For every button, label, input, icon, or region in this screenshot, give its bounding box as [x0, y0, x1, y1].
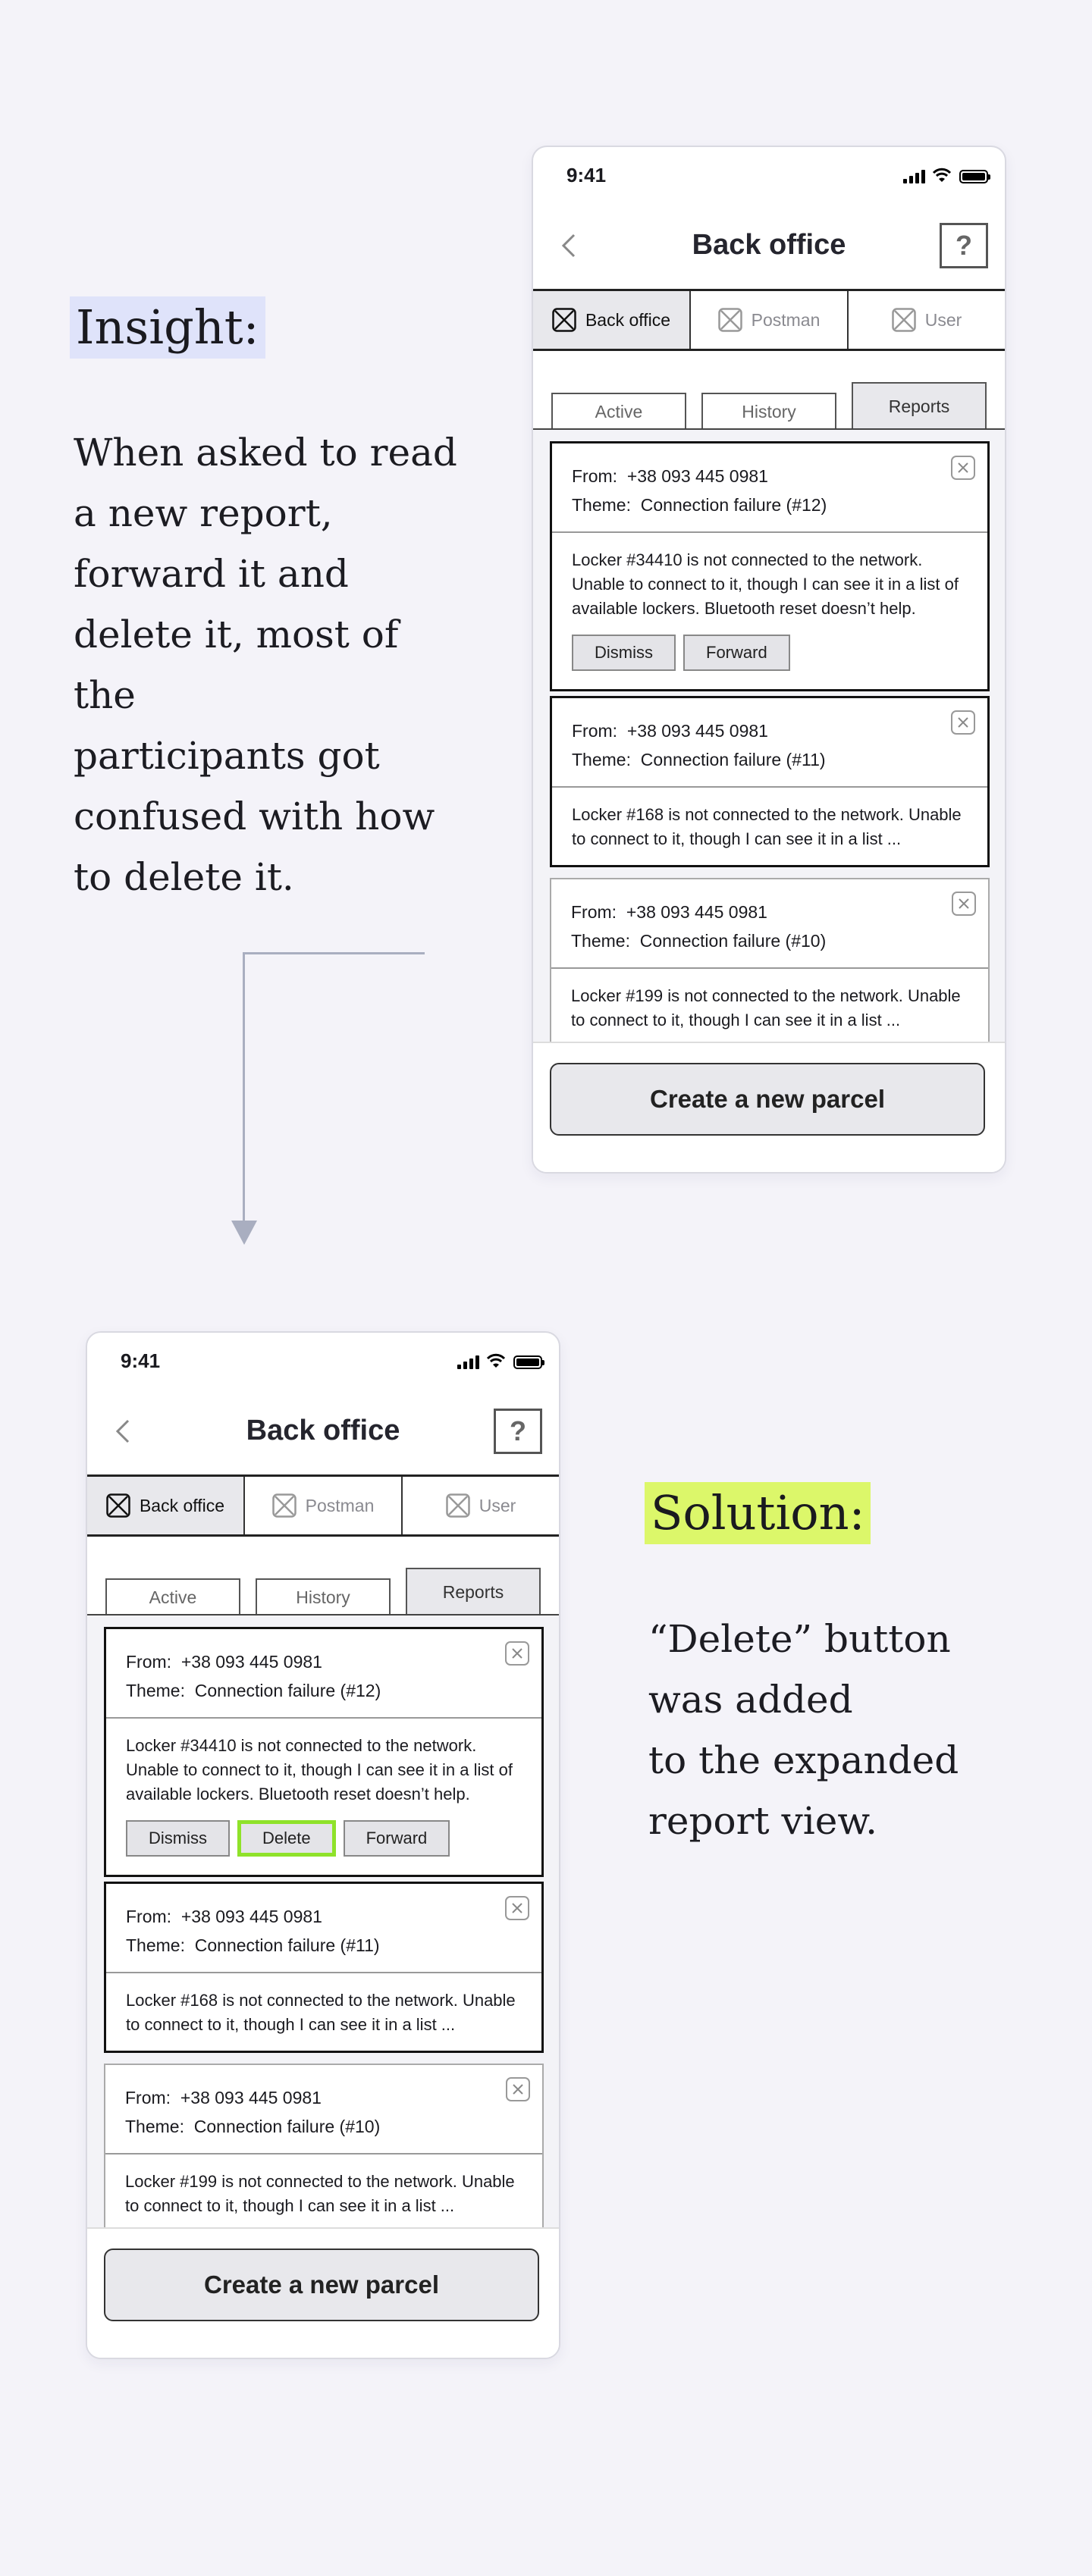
close-icon[interactable] — [506, 2077, 530, 2101]
report-card[interactable] — [550, 441, 990, 691]
report-header — [552, 698, 987, 788]
from-label: From: — [572, 721, 618, 741]
report-header — [106, 1629, 541, 1719]
report-body: Locker #199 is not connected to the network. Unable to connect to it, though I can see it in a list ... — [125, 2172, 515, 2215]
tab-user[interactable] — [849, 291, 1005, 349]
segment-history[interactable]: History — [701, 393, 836, 429]
signal-icon — [903, 170, 926, 183]
connector-line — [243, 952, 425, 954]
solution-title: Solution: — [645, 1482, 871, 1544]
report-header — [106, 1884, 541, 1973]
report-body: Locker #34410 is not connected to the network. Unable to connect to it, though I can see it in a list of available lockers. Bluetooth reset doesn’t help. — [126, 1736, 513, 1804]
insight-title: Insight: — [70, 296, 265, 359]
battery-icon — [513, 1355, 542, 1369]
theme-label: Theme: — [125, 2117, 184, 2136]
report-theme: Connection failure (#12) — [194, 1681, 381, 1700]
segment-control — [87, 1537, 559, 1615]
segment-reports[interactable]: Reports — [406, 1568, 541, 1615]
theme-label: Theme: — [126, 1935, 185, 1955]
tab-label: User — [479, 1495, 516, 1515]
connector-line-vertical — [243, 952, 245, 1221]
create-parcel-button[interactable]: Create a new parcel — [550, 1063, 985, 1136]
page-title: Back office — [246, 1415, 400, 1446]
theme-label: Theme: — [572, 495, 631, 515]
placeholder-x-icon — [552, 308, 576, 332]
segment-history[interactable]: History — [256, 1578, 391, 1615]
reports-list — [533, 430, 1005, 1042]
report-header — [105, 2065, 542, 2155]
report-from: +38 093 445 0981 — [180, 1907, 322, 1926]
tab-label: Back office — [585, 309, 671, 330]
status-bar — [533, 147, 1005, 208]
close-icon[interactable] — [952, 892, 976, 916]
report-card[interactable] — [104, 1882, 544, 2053]
tab-label: Back office — [139, 1495, 225, 1515]
solution-text: “Delete” button was added to the expanded report view. — [648, 1617, 959, 1843]
from-label: From: — [125, 2088, 171, 2107]
from-label: From: — [126, 1652, 172, 1672]
from-label: From: — [126, 1907, 172, 1926]
report-actions — [552, 635, 987, 689]
status-bar — [87, 1333, 559, 1393]
close-icon[interactable] — [505, 1641, 529, 1666]
report-theme: Connection failure (#11) — [194, 1935, 380, 1955]
forward-button[interactable]: Forward — [683, 635, 790, 671]
theme-label: Theme: — [572, 750, 631, 769]
tab-back-office[interactable] — [533, 291, 691, 349]
report-theme: Connection failure (#12) — [640, 495, 827, 515]
delete-button[interactable]: Delete — [237, 1820, 336, 1857]
report-header — [551, 879, 988, 969]
placeholder-x-icon — [106, 1493, 130, 1518]
theme-label: Theme: — [126, 1681, 185, 1700]
from-label: From: — [571, 902, 617, 922]
segment-active[interactable]: Active — [551, 393, 686, 429]
report-body: Locker #168 is not connected to the network. Unable to connect to it, though I can see it in a list ... — [572, 805, 962, 848]
report-from: +38 093 445 0981 — [626, 721, 768, 741]
tab-label: Postman — [305, 1495, 375, 1515]
report-card[interactable] — [550, 696, 990, 867]
report-from: +38 093 445 0981 — [180, 2088, 322, 2107]
report-card[interactable] — [104, 2064, 544, 2227]
report-body: Locker #199 is not connected to the network. Unable to connect to it, though I can see it in a list ... — [571, 986, 961, 1029]
placeholder-x-icon — [892, 308, 916, 332]
close-icon[interactable] — [951, 710, 975, 735]
battery-icon — [959, 170, 988, 183]
status-time: 9:41 — [121, 1349, 161, 1372]
report-header — [552, 443, 987, 533]
help-button[interactable]: ? — [494, 1409, 542, 1454]
help-button[interactable]: ? — [940, 223, 988, 268]
insight-text: When asked to read a new report, forward it and delete it, most of the participants got confused with how to delete it. — [74, 431, 457, 899]
report-theme: Connection failure (#11) — [640, 750, 826, 769]
create-parcel-button[interactable]: Create a new parcel — [104, 2249, 539, 2321]
report-from: +38 093 445 0981 — [626, 466, 768, 486]
role-tabs — [87, 1474, 559, 1537]
close-icon[interactable] — [505, 1896, 529, 1920]
phone-screen-before — [532, 146, 1006, 1174]
report-body: Locker #34410 is not connected to the network. Unable to connect to it, though I can see it in a list of available lockers. Bluetooth reset doesn’t help. — [572, 550, 959, 618]
forward-button[interactable]: Forward — [344, 1820, 450, 1857]
tab-label: Postman — [751, 309, 821, 330]
arrow-down-icon — [231, 1221, 257, 1245]
tab-postman[interactable] — [691, 291, 849, 349]
nav-bar — [87, 1393, 559, 1469]
report-from: +38 093 445 0981 — [180, 1652, 322, 1672]
tab-label: User — [924, 309, 962, 330]
report-theme: Connection failure (#10) — [639, 931, 827, 951]
report-card[interactable] — [104, 1627, 544, 1877]
role-tabs — [533, 289, 1005, 351]
placeholder-x-icon — [718, 308, 742, 332]
dismiss-button[interactable]: Dismiss — [126, 1820, 230, 1857]
dismiss-button[interactable]: Dismiss — [572, 635, 676, 671]
close-icon[interactable] — [951, 456, 975, 480]
nav-bar — [533, 208, 1005, 284]
report-from: +38 093 445 0981 — [626, 902, 767, 922]
reports-list — [87, 1615, 559, 2227]
placeholder-x-icon — [272, 1493, 297, 1518]
report-actions — [106, 1820, 541, 1875]
tab-user[interactable] — [403, 1477, 559, 1534]
tab-postman[interactable] — [245, 1477, 403, 1534]
placeholder-x-icon — [446, 1493, 470, 1518]
report-body: Locker #168 is not connected to the network. Unable to connect to it, though I can see it in a list ... — [126, 1991, 516, 2034]
report-card[interactable] — [550, 878, 990, 1042]
phone-screen-after — [86, 1331, 560, 2359]
bottom-bar — [87, 2227, 559, 2359]
segment-control — [533, 351, 1005, 430]
segment-reports[interactable]: Reports — [852, 382, 987, 429]
theme-label: Theme: — [571, 931, 630, 951]
wifi-icon — [486, 1352, 506, 1369]
tab-back-office[interactable] — [87, 1477, 245, 1534]
segment-active[interactable]: Active — [105, 1578, 240, 1615]
bottom-bar — [533, 1042, 1005, 1174]
wifi-icon — [932, 167, 952, 183]
status-time: 9:41 — [566, 164, 607, 186]
from-label: From: — [572, 466, 618, 486]
page-title: Back office — [692, 229, 846, 261]
report-theme: Connection failure (#10) — [193, 2117, 381, 2136]
signal-icon — [457, 1355, 480, 1369]
